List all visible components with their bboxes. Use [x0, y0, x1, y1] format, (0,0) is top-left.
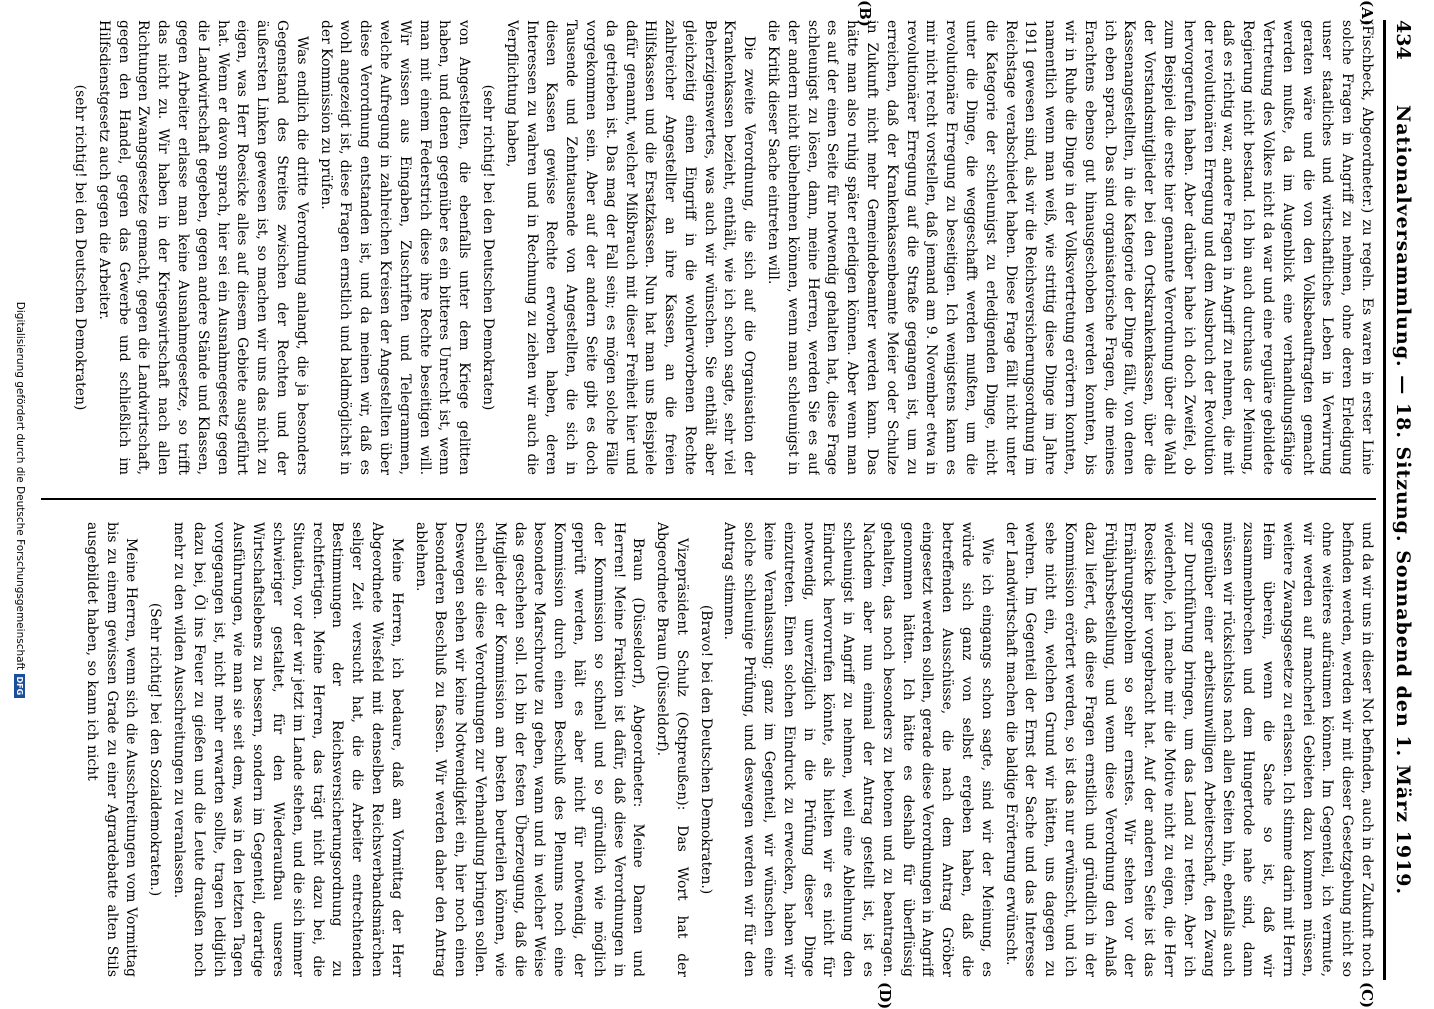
interjection: (Sehr richtig! bei den Sozialdemokraten.) — [147, 602, 164, 897]
digitization-credit — [14, 0, 26, 1000]
paragraph: Die zweite Verordnung, die sich auf die Organisation der Krankenkassen bezieht, enthält, wie ich schon sagte, sehr viel Beherzigenswertes, was auch wir wünschen. Sie enthält aber gleichzeitig einen Eingriff in die wohlerworbenen Rechte zahlreicher Angestellter an ihre Kassen, an die freien Hilfskassen und die Ersatzkassen. Nun hat man uns Beispiele dafür genannt, welcher Mißbrauch mit dieser Freiheit hier und da getrieben ist. Das mag der Fall sein; es mögen solche Fälle vorgekommen sein. Aber auf der andern Seite gibt es doch Tausende und Zehntausende von Angestellten, die sich in diesen Kassen gewisse Rechte erworben haben, deren Interessen zu wahren und in Rechnung zu ziehen wir auch die Verpflichtung haben, — [503, 20, 758, 475]
paragraph: Was endlich die dritte Verordnung anlangt, die ja besonders Gegenstand des Streites zwischen der Rechten und der äußersten Linken gewesen ist, so machen wir uns das nicht zu eigen, was Herr Roesicke alles auf diesem Gebiete ausgeführt hat. Wenn er davon sprach, hier sei ein Ausnahmegesetz gegen die Landwirtschaft gegeben, gegen andere Stände und Klassen, gegen Arbeiter erlasse man keine Ausnahmegesetze, so trifft das nicht zu. Wir haben in der Kriegswirtschaft nach allen Richtungen Zwangsgesetze gemacht, gegen die Landwirtschaft, gegen den Handel, gegen das Gewerbe und schließlich im Hilfsdienstgesetz auch gegen die Arbeiter. — [95, 20, 310, 475]
credit-text: Digitalisierung gefördert durch die Deutsche Forschungsgemeinschaft — [14, 301, 26, 671]
paragraph: und da wir uns in dieser Not befinden, auch in der Zukunft noch befinden werden, werden wir mit dieser Gesetzgebung nicht so ohne weiteres aufräumen können. Im Gegenteil, ich vermute, wir werden auf mancherlei Gebieten dazu kommen müssen, weitere Zwangsgesetze zu erlassen. Ich stimme darin mit Herrn Heim überein, wenn die Sache so ist, daß wir zusammenbrechen und dem Hungertode nahe sind, dann müssen wir rücksichtslos nach allen Seiten hin, ebenfalls auch gegenüber einer arbeitsunwilligen Arbeiterschaft, den Zwang zur Durchführung bringen, um das Land zu retten. Aber ich wiederhole, ich mache mir die Motive nicht zu eigen, die Herr Roesicke hier vorgebracht hat. Auf der anderen Seite ist das Ernährungsproblem so sehr ernstes. Wir stehen vor der Frühjahrsbestellung, und wenn diese Verordnung den Anlaß dazu liefert, daß diese Fragen ernstlich und gründlich in der Kommission erörtert werden, so ist das nur erwünscht, und ich sehe nicht ein, welchen Grund wir hätten, uns dagegen zu wehren. Im Gegenteil der Ernst der Sache und das Interesse der Landwirtschaft machen die baldige Erörterung erwünscht. — [1002, 522, 1375, 977]
running-head: Nationalversammlung. — 18. Sitzung. Sonnabend den 1. März 1919. — [1392, 104, 1414, 896]
paragraph: Meine Herren, ich bedaure, daß am Vormittag der Herr Abgeordnete Wiesfeld mit denselben Reichsverbandsmärchen seliger Zeit versucht hat, die die Arbeiter entrechtenden Bestimmungen der Reichsversicherungsordnung zu rechtfertigen. Meine Herren, das trägt nicht dazu bei, die Situation, vor der wir jetzt im Lande stehen, und die sich immer schwieriger gestaltet, für den Wiederaufbau unseres Wirtschaftslebens zu bessern, sondern im Gegenteil, derartige Ausführungen, wie man sie seit dem, was in den letzten Tagen vorgegangen ist, nicht mehr erwarten sollte, tragen lediglich dazu bei, Öl ins Feuer zu gießen und die Leute draußen noch mehr zu den wilden Ausschreitungen zu veranlassen. — [170, 522, 405, 977]
paragraph: Meine Herren, wenn sich die Ausschreitungen vom Vormittag bis zu einem gewissen Grade zu einer Agrardebatte alten Stils ausgebildet haben, so kann ich nicht — [83, 522, 140, 977]
paragraph: (Fischbeck, Abgeordneter.) zu regeln. Es waren in erster Linie solche Fragen in Angriff zu nehmen, ohne deren Erledigung unser staatliches und wirtschaftliches Leben in Verwirrung geraten wäre und die von den Volksbeauftragten gemacht werden mußte, da im Augenblick eine verhandlungsfähige Vertretung des Volkes nicht da war und eine reguläre gebildete Regierung nicht bestand. Ich bin auch durchaus der Meinung, daß es richtig war, andere Fragen in Angriff zu nehmen, die mit der revolutionären Erregung und dem Ausbruch der Revolution hervorgerufen haben. Aber darüber habe ich doch Zweifel, ob zum Beispiel die erste hier genannte Verordnung über die Wahl der Vorstandsmitglieder bei den Ortskrankenkassen, über die Kassenangestellten, in die Kategorie der Dinge fällt, von denen ich eben sprach. Das sind organisatorische Fragen, die meines Erachtens ebenso gut hinausgeschoben werden konnten, bis wir in Ruhe die Dinge in der Volksvertretung erörtern konnten, namentlich wenn man weiß, wie strittig diese Dinge im Jahre 1911 gewesen sind, als wir die Reichsversicherungsordnung im Reichstage verabschiedet haben. Diese Frage fällt nicht unter die Kategorie der schleunigst zu erledigenden Dinge, nicht unter die Dinge, die weggeschafft werden mußten, um die revolutionäre Erregung zu beseitigen. Ich wenigstens kann es mir nicht recht vorstellen, daß jemand am 9. November etwa in revolutionärer Erregung auf die Straße gegangen ist, um zu erreichen, daß der Krankenkassenbeamte Meier oder Schulze in Zukunft nicht mehr Gemeindebeamter werden kann. Das hätte man also ruhig später erledigen können. Aber wenn man es auf der einen Seite für notwendig gehalten hat, diese Frage schleunigst zu lösen, dann, meine Herren, werden Sie es auf der andern nicht übelnehmen können, wenn man schleunigst in die Kritik dieser Sache eintreten will. — [765, 20, 1375, 475]
paragraph: Vizepräsident Schulz (Ostpreußen): Das Wort hat der Abgeordnete Braun (Düsseldorf). — [654, 522, 690, 977]
margin-marker-d: (D) — [876, 982, 894, 1009]
interjection: (sehr richtig! bei den Deutschen Demokraten) — [72, 84, 88, 411]
margin-marker-c: (C) — [1358, 982, 1376, 1009]
page-number: 434 — [1392, 20, 1414, 60]
header-rule — [1383, 20, 1386, 980]
left-column — [36, 20, 1376, 475]
page-header — [1384, 20, 1414, 980]
dfg-logo-icon: DFG — [15, 674, 26, 699]
paragraph: Braun (Düsseldorf), Abgeordneter: Meine Damen und Herren! Meine Fraktion ist dafür, daß diese Verordnungen in der Kommission so schnell und so gründlich wie möglich geprüft werden, hält es aber nicht für notwendig, der Kommission durch einen Beschluß des Plenums noch eine besondere Marschroute zu geben, wann und in welcher Weise das geschehen soll. Ich bin der festen Überzeugung, daß die Mitglieder der Kommission am besten beurteilen können, wie schnell sie diese Verordnungen zur Verhandlung bringen sollen. Deswegen sehen wir keine Notwendigkeit ein, hier noch einen besonderen Beschluß zu fassen. Wir werden daher den Antrag ablehnen. — [412, 522, 647, 977]
interjection: (sehr richtig! bei den Deutschen Demokraten) — [479, 84, 496, 411]
paragraph: von Angestellten, die ebenfalls unter dem Kriege gelitten haben, und denen gegenüber es ein bitteres Unrecht ist, wenn man mit einem Federstrich diese ihre Rechte beseitigen will. Wir wissen aus Eingaben, Zuschriften und Telegrammen, welche Aufregung in zahlreichen Kreisen der Angestellten über diese Verordnung entstanden ist, und da meinen wir, daß es wohl angezeigt ist, diese Fragen ernstlich und baldmöglichst in der Kommission zu prüfen. — [317, 20, 473, 475]
margin-marker-a: (A) — [1358, 0, 1376, 26]
column-divider — [41, 498, 1376, 500]
interjection: (Bravo! bei den Deutschen Demokraten.) — [697, 604, 714, 895]
margin-marker-b: (B) — [856, 0, 874, 27]
paragraph: Wie ich eingangs schon sagte, sind wir der Meinung, es würde sich ganz von selbst ergeben haben, daß die betreffenden Ausschüsse, die nach dem Antrag Gröber eingesetzt werden sollen, gerade diese Verordnungen in Angriff genommen hätten. Ich hätte es deshalb für überflüssig gehalten, das noch besonders zu betonen und zu beantragen. Nachdem aber nun einmal der Antrag gestellt ist, ist es schleunigst in Angriff zu nehmen, weil eine Ablehnung den Eindruck hervorrufen könnte, als hielten wir es nicht für notwendig, unverzüglich in die Prüfung dieser Dinge einzutreten. Einen solchen Eindruck zu erwecken, haben wir keine Veranlassung; ganz im Gegenteil, wir wünschen eine solche schleunige Prüfung, und deswegen werden wir für den Antrag stimmen. — [721, 522, 995, 977]
right-column — [36, 522, 1376, 977]
